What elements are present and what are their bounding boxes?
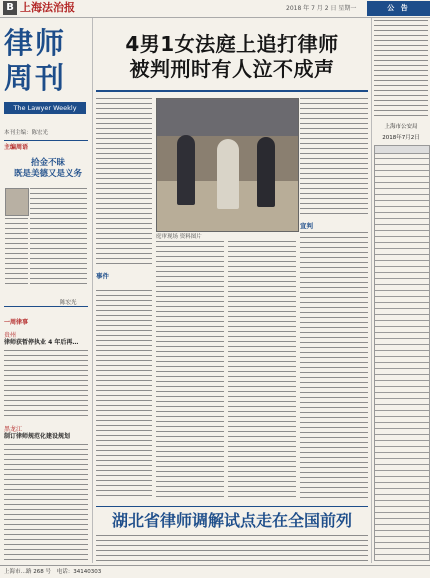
editor-credit: 本刊主编：陈宏光 [4, 130, 49, 136]
brief-region: 黑龙江 [4, 426, 23, 433]
commentary-label: 主编周语 [4, 144, 29, 151]
notice-issuer: 上海市公安局 [384, 124, 418, 130]
article-body-text [300, 98, 368, 218]
week-news-label: 一周律事 [4, 319, 29, 326]
column-logo-english: The Lawyer Weekly [4, 102, 86, 114]
newspaper-masthead: 上海法治报 [20, 1, 75, 14]
commentary-body-text [5, 218, 28, 288]
notice-body-text [374, 20, 428, 120]
main-headline: 4男1女法庭上追打律师 被判刑时有人泣不成声 [125, 32, 339, 81]
photo-figure [217, 139, 239, 209]
brief-body-text [4, 444, 88, 562]
article-body-text [228, 241, 296, 501]
photo-figure [257, 137, 275, 207]
footer-phone: 电话：34140303 [56, 569, 102, 575]
commentary-headline: 拾金不昧 既是美德又是义务 [13, 158, 82, 179]
photo-figure [177, 135, 195, 205]
page-number-badge: B [3, 1, 17, 15]
article-subhead: 事件 [96, 272, 109, 280]
section-tab: 公 告 [367, 1, 430, 16]
courtroom-photo [156, 98, 299, 232]
article-body-text [300, 232, 368, 502]
footer-address: 上海市…路 268 号 [4, 569, 51, 575]
notice-date: 2018年7月2日 [382, 135, 420, 141]
photo-caption: 庭审现场 资料图片 [156, 234, 202, 240]
second-headline: 湖北省律师调解试点走在全国前列 [111, 511, 352, 530]
article-body-text [96, 98, 152, 268]
notice-table [374, 145, 430, 561]
notice-table-header [374, 145, 430, 154]
divider [96, 90, 368, 92]
divider [96, 506, 368, 507]
issue-date: 2018 年 7 月 2 日 星期一 [286, 5, 357, 12]
brief-body-text [4, 350, 88, 420]
commentary-byline: 陈宏光 [60, 300, 77, 306]
column-logo: 律师周刊 [4, 26, 67, 95]
article-subhead: 宣判 [300, 222, 313, 230]
article-body-text [96, 290, 152, 500]
divider [4, 306, 88, 307]
brief-title: 律师获暂停执业 4 年后再… [4, 339, 79, 346]
article-body-text [96, 535, 368, 562]
author-photo [5, 188, 29, 216]
brief-region: 贵州 [4, 332, 17, 339]
brief-title: 制订律师规范化建设规划 [4, 433, 71, 440]
commentary-body-text [30, 188, 87, 288]
page-footer [0, 565, 430, 578]
divider [4, 140, 88, 141]
article-body-text [156, 241, 224, 501]
